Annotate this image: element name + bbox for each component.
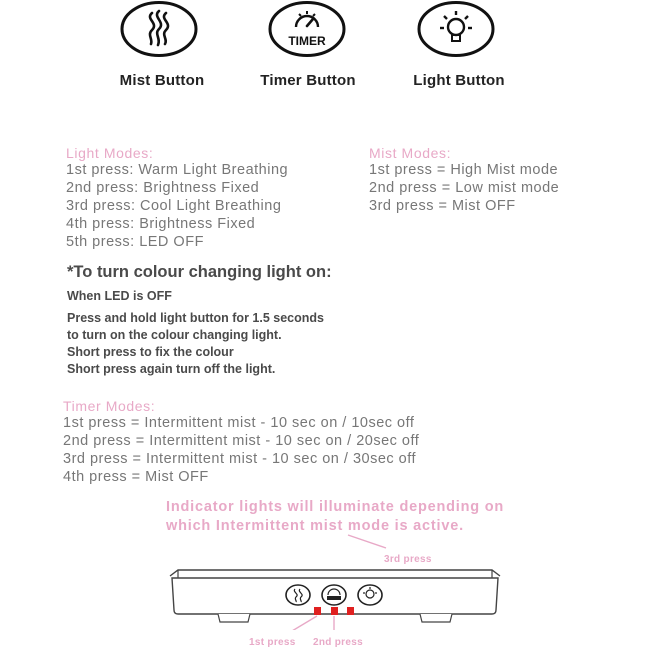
- timer-mode-line: 1st press = Intermittent mist - 10 sec on / 10sec off: [63, 415, 415, 431]
- colour-note-section: [67, 263, 332, 378]
- first-press-label: 1st press: [249, 637, 296, 648]
- mist-button-icon: [119, 0, 199, 58]
- timer-button-label: Timer Button: [260, 72, 356, 89]
- timer-modes-heading: Timer Modes:: [63, 398, 156, 414]
- light-mode-line: 4th press: Brightness Fixed: [66, 216, 256, 232]
- mist-mode-line: 2nd press = Low mist mode: [369, 180, 560, 196]
- colour-note-line: Short press again turn off the light.: [67, 362, 276, 376]
- device-illustration: [160, 530, 510, 630]
- mist-modes-section: [369, 145, 559, 215]
- light-mode-line: 1st press: Warm Light Breathing: [66, 162, 289, 178]
- colour-note-title: *To turn colour changing light on:: [67, 263, 332, 281]
- mist-modes-heading: Mist Modes:: [369, 145, 452, 161]
- indicator-line-1: Indicator lights will illuminate depending on: [166, 499, 505, 515]
- second-press-label: 2nd press: [313, 637, 363, 648]
- mist-button-label: Mist Button: [119, 72, 205, 89]
- light-modes-section: [66, 145, 288, 251]
- timer-mode-line: 4th press = Mist OFF: [63, 469, 209, 485]
- timer-modes-section: [63, 398, 419, 486]
- timer-button-icon: [267, 0, 347, 58]
- colour-note-line: Press and hold light button for 1.5 seconds: [67, 311, 324, 325]
- light-button-icon: [416, 0, 496, 58]
- indicator-line-2: which Intermittent mist mode is active.: [166, 518, 464, 534]
- colour-note-line: to turn on the colour changing light.: [67, 328, 282, 342]
- timer-mode-line: 2nd press = Intermittent mist - 10 sec on / 20sec off: [63, 433, 420, 449]
- light-mode-line: 2nd press: Brightness Fixed: [66, 180, 260, 196]
- timer-icon-text: TIMER: [288, 34, 326, 48]
- colour-note-line: Short press to fix the colour: [67, 345, 234, 359]
- timer-mode-line: 3rd press = Intermittent mist - 10 sec on / 30sec off: [63, 451, 417, 467]
- light-mode-line: 5th press: LED OFF: [66, 234, 204, 250]
- colour-note-condition: When LED is OFF: [67, 289, 172, 303]
- light-modes-heading: Light Modes:: [66, 145, 154, 161]
- light-button-label: Light Button: [413, 72, 505, 89]
- mist-mode-line: 3rd press = Mist OFF: [369, 198, 516, 214]
- mist-mode-line: 1st press = High Mist mode: [369, 162, 559, 178]
- third-press-label: 3rd press: [384, 554, 432, 565]
- light-mode-line: 3rd press: Cool Light Breathing: [66, 198, 282, 214]
